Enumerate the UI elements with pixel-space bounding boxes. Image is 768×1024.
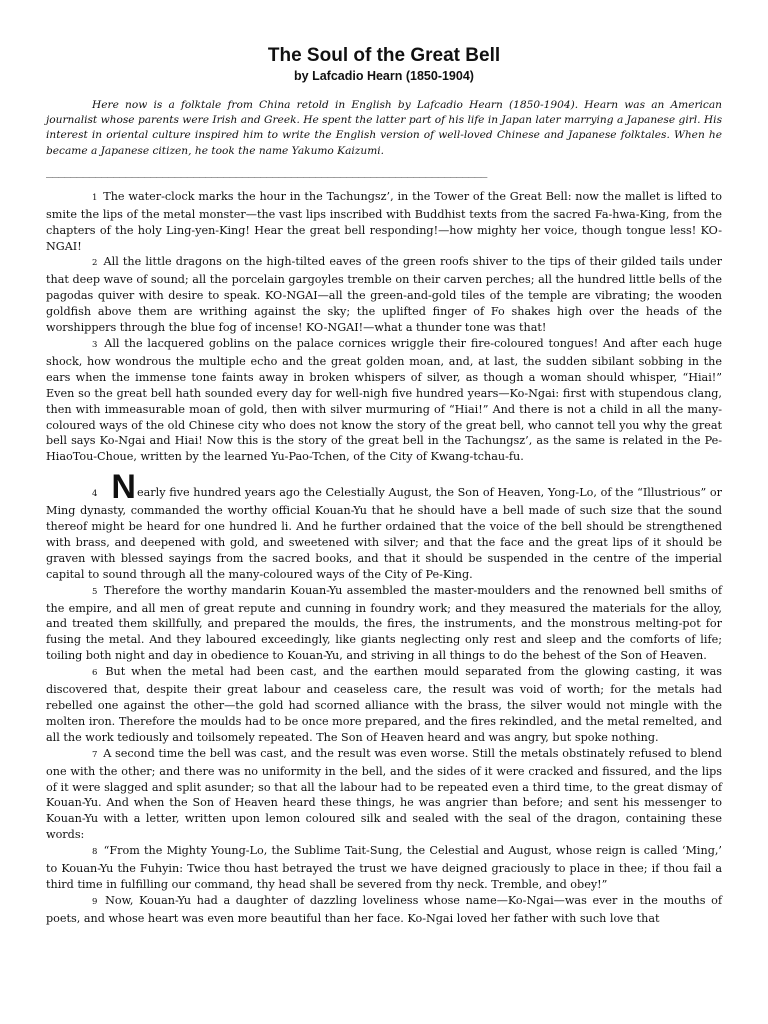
- drop-cap-letter: N: [111, 468, 136, 507]
- paragraph-3: [46, 336, 722, 465]
- paragraph-text: But when the metal had been cast, and the earthen mould separated from the glowing casting, it was discovered that, despite their great labour and ceaseless care, the result was void of worth; for the metals had rebelled one against the other—the gold had scorned alliance with the brass, the silver would not mingle with the molten iron. Therefore the moulds had to be once more prepared, and the fires rekindled, and the metal remelted, and all the work tediously and toilsomely repeated. The Son of Heaven heard and was angry, but spoke nothing.: [46, 665, 722, 744]
- paragraph-number: 6: [92, 668, 98, 679]
- page-title: The Soul of the Great Bell: [267, 45, 501, 66]
- paragraph-2: [46, 254, 722, 336]
- paragraph-number: 9: [92, 896, 98, 907]
- paragraph-5: [46, 583, 722, 665]
- paragraph-number: 7: [92, 749, 98, 760]
- paragraph-6: [46, 664, 722, 746]
- paragraph-number: 8: [92, 847, 98, 858]
- paragraph-4: [46, 468, 722, 582]
- paragraph-number: 2: [92, 258, 98, 269]
- paragraph-number: 4: [92, 489, 98, 500]
- paragraph-number: 3: [92, 339, 98, 350]
- paragraph-text: Now, Kouan-Yu had a daughter of dazzling loveliness whose name—Ko-Ngai—was ever in the mouths of poets, and whose heart was even more beautiful than her face. Ko-Ngai loved her father with such love that: [46, 893, 723, 925]
- author-byline: by Lafcadio Hearn (1850-1904): [294, 69, 474, 83]
- story-body: [46, 189, 722, 927]
- paragraph-number: 5: [92, 586, 98, 597]
- paragraph-text: early five hundred years ago the Celestially August, the Son of Heaven, Yong-Lo, of the “Illustrious” or Ming dynasty, commanded the worthy official Kouan-Yu that he should have a bell made of such size that the sound thereof might be heard for one hundred li. And he further ordained that the voice of the bell should be strengthened with brass, and deepened with gold, and sweetened with silver; and that the face and the great lips of it should be graven with blessed sayings from the sacred books, and that it should be suspended in the centre of the imperial capital to sound through all the many-coloured ways of the City of Pe-King.: [46, 486, 722, 581]
- paragraph-7: [46, 746, 722, 843]
- paragraph-number: 1: [92, 192, 98, 203]
- paragraph-1: [46, 189, 722, 255]
- paragraph-text: All the lacquered goblins on the palace cornices wriggle their fire-coloured tongues! And after each huge shock, how wondrous the multiple echo and the great golden moan, and, at last, the sudden sibilant sobbing in the ears when the immense tone faints away in broken whispers of silver, as though a woman should whisper, “Hiai!” Even so the great bell hath sounded every day for well-nigh five hundred years—Ko-Ngai: first with stupendous clang, then with immeasurable moan of gold, then with silver murmuring of “Hiai!” And there is not a child in all the many-coloured ways of the old Chinese city who does not know the story of the great bell, who cannot tell you why the great bell says Ko-Ngai and Hiai! Now this is the story of the great bell in the Tachungsz’, as the same is related in the Pe-HiaoTou-Choue, written by the learned Yu-Pao-Tchen, of the City of Kwang-tchau-fu.: [46, 336, 723, 464]
- paragraph-8: [46, 843, 722, 893]
- intro-paragraph: Here now is a folktale from China retold in English by Lafcadio Hearn (1850-1904). Hearn was an American journalist whose parents were Irish and Greek. He spent the latter part of his life in Japan later marrying a Japanese girl. His interest in oriental culture inspired him to write the English version of well-loved Chinese and Japanese folktales. When he became a Japanese citizen, he took the name Yakumo Kaizumi.: [46, 99, 722, 157]
- paragraph-9: [46, 893, 722, 927]
- paragraph-text: A second time the bell was cast, and the result was even worse. Still the metals obstinately refused to blend one with the other; and there was no uniformity in the bell, and the sides of it were cracked and fissured, and the lips of it were slagged and split asunder; so that all the labour had to be repeated even a third time, to the great dismay of Kouan-Yu. And when the Son of Heaven heard these things, he was angrier than before; and sent his messenger to Kouan-Yu with a letter, written upon lemon coloured silk and sealed with the seal of the dragon, containing these words:: [46, 746, 722, 842]
- paragraph-text: All the little dragons on the high-tilted eaves of the green roofs shiver to the tips of their gilded tails under that deep wave of sound; all the porcelain gargoyles tremble on their carven perches; all the hundred little bells of the pagodas quiver with desire to speak. KO-NGAI—all the green-and-gold tiles of the temple are vibrating; the wooden goldfish above them are writhing against the sky; the uplifted finger of Fo shakes high over the heads of the worshippers through the blue fog of incense! KO-NGAI!—what a thunder tone was that!: [46, 255, 722, 335]
- paragraph-text: “From the Mighty Young-Lo, the Sublime Tait-Sung, the Celestial and August, whose reign is called ‘Ming,’ to Kouan-Yu the Fuhyin: Twice thou hast betrayed the trust we have deigned graciously to place in thee; if thou fail a third time in fulfilling our command, thy head shall be severed from thy neck. Tremble, and obey!”: [46, 844, 722, 891]
- paragraph-text: The water-clock marks the hour in the Tachungsz’, in the Tower of the Great Bell: now the mallet is lifted to smite the lips of the metal monster—the vast lips inscribed with Buddhist texts from the sacred Fa-hwa-King, from the chapters of the holy Ling-yen-King! Hear the great bell responding!—how mighty her voice, though tongue less! KO-NGAI!: [46, 189, 722, 253]
- section-separator: ________________________________________________________________________: [46, 164, 487, 178]
- paragraph-text: Therefore the worthy mandarin Kouan-Yu assembled the master-moulders and the renowned bell smiths of the empire, and all men of great repute and cunning in foundry work; and they measured the materials for the alloy, and treated them skillfully, and prepared the moulds, the fires, the instruments, and the monstrous melting-pot for fusing the metal. And they laboured exceedingly, like giants neglecting only rest and sleep and the comforts of life; toiling both night and day in obedience to Kouan-Yu, and striving in all things to do the behest of the Son of Heaven.: [46, 583, 722, 663]
